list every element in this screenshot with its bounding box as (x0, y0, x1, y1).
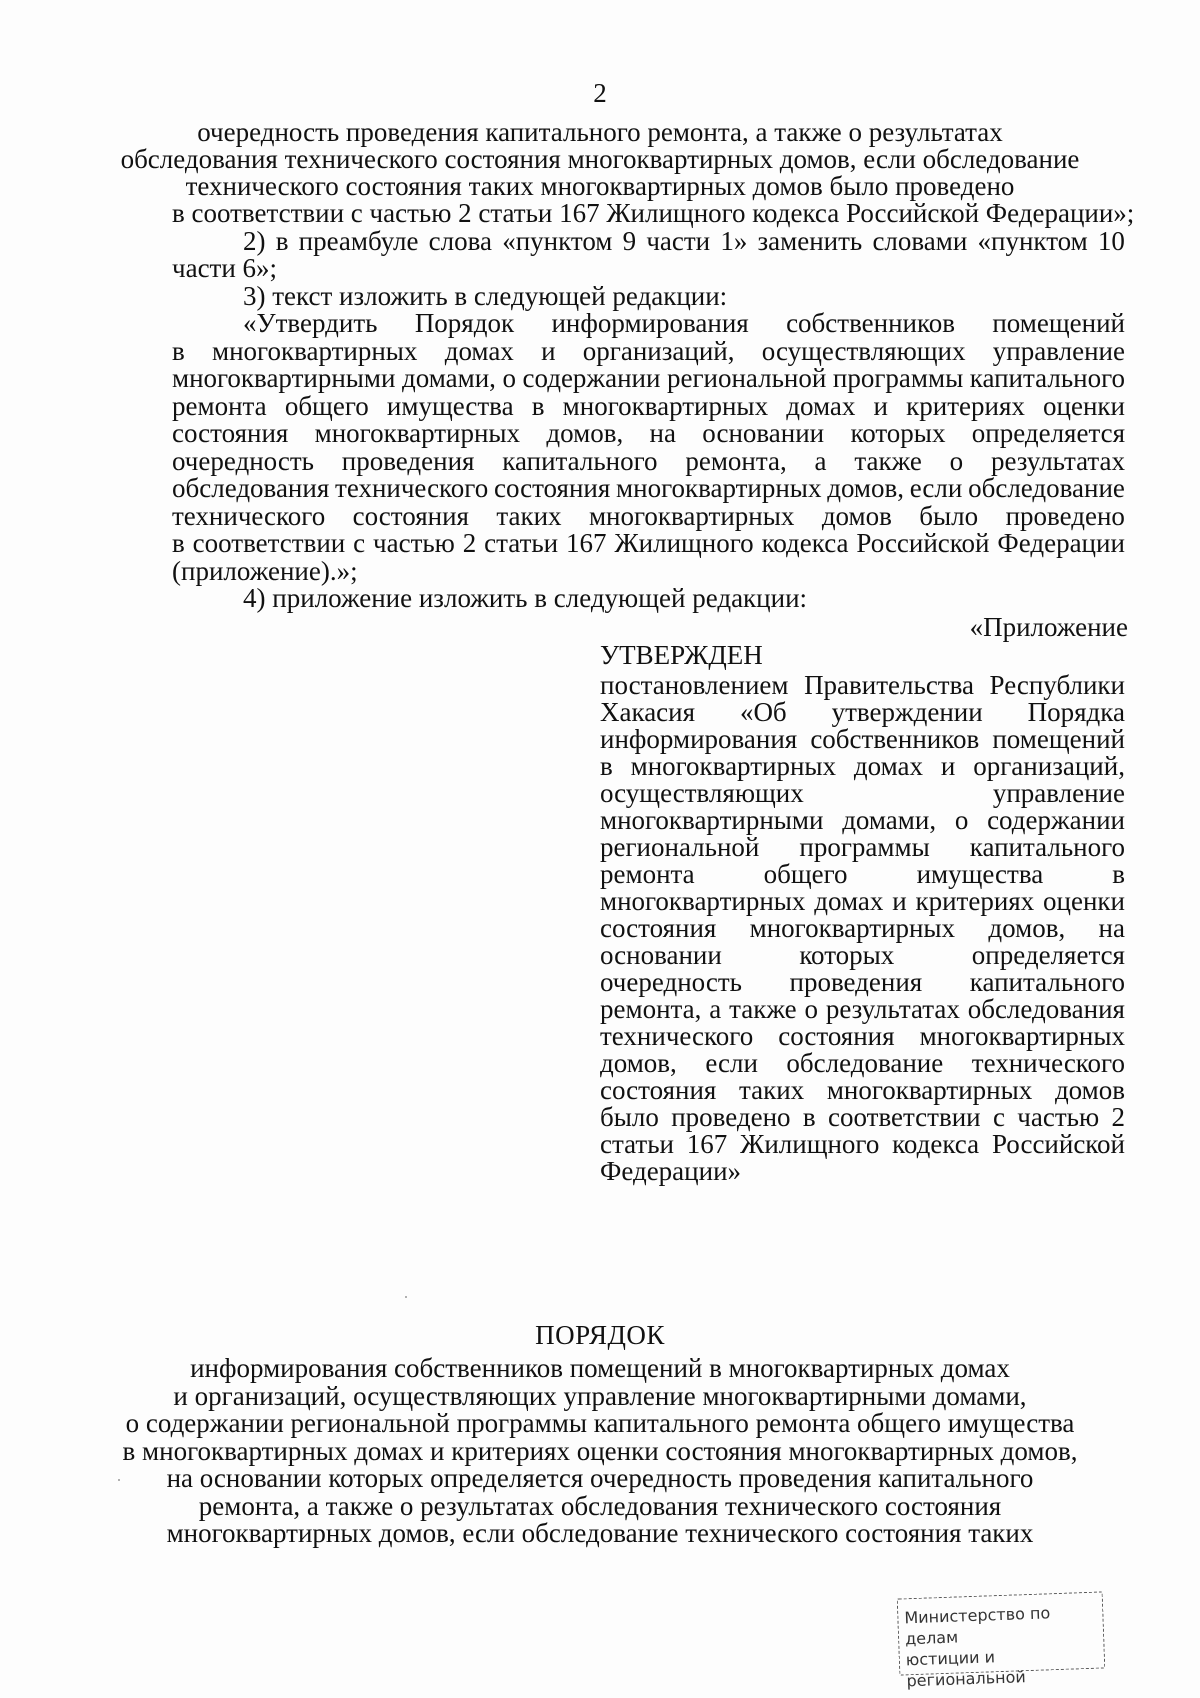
word: обследование (968, 473, 1125, 503)
word: заменить (757, 226, 863, 256)
word: Российской (991, 1129, 1125, 1159)
word: Хакасия (600, 697, 696, 727)
item3-quote-line (172, 391, 1125, 421)
word: о (502, 363, 516, 393)
word: критериях (915, 886, 1035, 916)
item3-quote-line (172, 418, 1125, 448)
item2-line2: части 6»; (172, 253, 278, 283)
word: содержании (987, 805, 1125, 835)
word: многоквартирных (749, 913, 956, 943)
approval-line (600, 805, 1125, 835)
word: состояния (778, 1021, 895, 1051)
word: домами, (402, 363, 496, 393)
word: и (541, 336, 556, 366)
approval-line (600, 832, 1125, 862)
word: проведения (341, 446, 475, 476)
order-line: и организаций, осуществляющих управление многоквартирными домами, (173, 1381, 1027, 1411)
word: и (873, 391, 888, 421)
word: региональной (666, 363, 827, 393)
word: с (353, 528, 366, 558)
word: ремонта, (685, 446, 787, 476)
word: также (854, 446, 922, 476)
word: «Об (739, 697, 787, 727)
word: оценки (1043, 391, 1125, 421)
word: ремонта (600, 859, 695, 889)
word: в (172, 528, 185, 558)
word: о (804, 994, 818, 1024)
word: организаций, (973, 751, 1125, 781)
word: критериях (906, 391, 1025, 421)
word: помещений (992, 308, 1125, 338)
word: капитального (969, 363, 1125, 393)
word: в (802, 1102, 816, 1132)
order-line: многоквартирных домов, если обследование технического состояния таких (166, 1518, 1034, 1548)
registration-stamp (897, 1591, 1106, 1691)
word: многоквартирных (826, 1075, 1033, 1105)
approval-line (600, 1102, 1125, 1132)
word: обследования (967, 994, 1125, 1024)
word: домах (814, 886, 884, 916)
word: домов, (600, 1048, 677, 1078)
word: Порядок (414, 308, 515, 338)
order-line: ремонта, а также о результатах обследования технического состояния (198, 1491, 1002, 1521)
word: проведения (789, 967, 923, 997)
word: очередность (172, 446, 314, 476)
item3-quote-line (172, 446, 1125, 476)
order-line: о содержании региональной программы капитального ремонта общего имущества (125, 1408, 1075, 1438)
word: определяется (971, 940, 1125, 970)
intro-line: технического состояния таких многоквартирных домов было проведено (185, 171, 1015, 201)
word: Республики (989, 670, 1125, 700)
word: 9 (622, 226, 637, 256)
word: информирования (600, 724, 798, 754)
word: «пунктом (977, 226, 1088, 256)
approval-line (600, 778, 1125, 808)
scan-speck (405, 1296, 407, 1298)
word: многоквартирных (600, 886, 806, 916)
word: домов (821, 501, 892, 531)
word: соответствии (192, 528, 346, 558)
word: технического (335, 473, 489, 503)
item4-line1: 4) приложение изложить в следующей редакции: (243, 583, 808, 613)
word: «пунктом (502, 226, 613, 256)
word: капитального (969, 967, 1125, 997)
approval-line (600, 886, 1125, 916)
order-line: на основании которых определяется очередность проведения капитального (166, 1463, 1034, 1493)
word: было (919, 501, 979, 531)
word: многоквартирными (172, 363, 396, 393)
word: домах (786, 391, 856, 421)
word: домах (444, 336, 514, 366)
approval-line (600, 913, 1125, 943)
approval-line (600, 994, 1125, 1024)
word: таких (496, 501, 562, 531)
word: частью (1017, 1102, 1100, 1132)
word: состояния (600, 913, 717, 943)
word: состояния (352, 501, 469, 531)
word: которых (850, 418, 946, 448)
word: многоквартирных (314, 418, 521, 448)
word: многоквартирных (562, 391, 769, 421)
word: а (709, 994, 722, 1024)
word: 2 (1111, 1102, 1125, 1132)
word: соответствии (828, 1102, 981, 1132)
approval-line (600, 967, 1125, 997)
item2-line1 (243, 226, 1125, 256)
word: технического (600, 1021, 754, 1051)
word: если (705, 1048, 758, 1078)
word: в (600, 751, 613, 781)
order-line: в многоквартирных домах и критериях оценки состояния многоквартирных домов, (122, 1436, 1078, 1466)
word: основании (702, 418, 825, 448)
word: осуществляющих (600, 778, 804, 808)
intro-line: в соответствии с частью 2 статьи 167 Жилищного кодекса Российской Федерации»; (172, 198, 1135, 228)
word: в (531, 391, 545, 421)
word: информирования (551, 308, 749, 338)
word: домов, (988, 913, 1066, 943)
word: собственников (786, 308, 955, 338)
item3-quote-line (172, 528, 1125, 558)
word: имущества (386, 391, 514, 421)
order-line: информирования собственников помещений в многоквартирных домах (190, 1353, 1010, 1383)
word: на (649, 418, 676, 448)
word: собственников (810, 724, 980, 754)
page-number: 2 (593, 78, 607, 108)
word: части (646, 226, 711, 256)
word: оценки (1043, 886, 1125, 916)
word: управление (992, 778, 1125, 808)
intro-line: очередность проведения капитального ремонта, а также о результатах (197, 117, 1003, 147)
word: Порядка (1027, 697, 1125, 727)
intro-line: обследования технического состояния многоквартирных домов, если обследование (120, 144, 1080, 174)
stamp-line-1: Министерство по делам (904, 1603, 1051, 1649)
word: 10 (1097, 226, 1125, 256)
word: имущества (916, 859, 1044, 889)
word: состояния (600, 1075, 717, 1105)
item3-quote-line (172, 473, 1125, 503)
word: «Утвердить (243, 308, 378, 338)
approval-line: Федерации» (600, 1156, 742, 1186)
word: о (949, 446, 964, 476)
approval-line (600, 940, 1125, 970)
word: ремонта (172, 391, 267, 421)
word: Российской (856, 528, 990, 558)
word: общего (763, 859, 848, 889)
word: многоквартирных (212, 336, 418, 366)
word: кодекса (761, 528, 849, 558)
word: многоквартирными (600, 805, 824, 835)
word: в (172, 336, 185, 366)
word: если (909, 473, 963, 503)
approval-line (600, 1129, 1125, 1159)
item3-quote-line (243, 308, 1125, 338)
word: частью (373, 528, 455, 558)
word: домов, (827, 473, 905, 503)
word: технического (971, 1048, 1125, 1078)
order-title: ПОРЯДОК (535, 1320, 665, 1350)
item3-line1: 3) текст изложить в следующей редакции: (243, 281, 728, 311)
word: Федерации (997, 528, 1125, 558)
item3-quote-line (172, 501, 1125, 531)
word: домов (1054, 1075, 1125, 1105)
word: постановлением (600, 670, 789, 700)
word: в (1112, 859, 1125, 889)
approval-line (600, 1075, 1125, 1105)
word: состояния (172, 418, 289, 448)
word: состояния (493, 473, 611, 503)
approval-line (600, 697, 1125, 727)
word: словами (872, 226, 968, 256)
word: многоквартирных (616, 473, 822, 503)
word: которых (799, 940, 895, 970)
word: Жилищного (740, 1129, 880, 1159)
word: слова (428, 226, 493, 256)
word: многоквартирных (588, 501, 795, 531)
item3-quote-line (172, 363, 1125, 393)
word: преамбуле (298, 226, 419, 256)
word: капитального (502, 446, 658, 476)
word: региональной (600, 832, 760, 862)
word: управление (992, 336, 1125, 366)
scan-speck (118, 1479, 120, 1481)
word: 2) (243, 226, 266, 256)
word: в (275, 226, 289, 256)
word: многоквартирных (630, 751, 837, 781)
word: Жилищного (614, 528, 754, 558)
word: проведено (671, 1102, 791, 1132)
word: также (729, 994, 797, 1024)
word: содержании (522, 363, 661, 393)
approval-line (600, 751, 1125, 781)
word: на (1098, 913, 1125, 943)
item3-quote-line: (приложение).»; (172, 556, 358, 586)
word: домами, (842, 805, 937, 835)
word: результатах (825, 994, 960, 1024)
item3-quote-line (172, 336, 1125, 366)
word: 167 (566, 528, 607, 558)
word: статьи (600, 1129, 674, 1159)
word: Правительства (804, 670, 974, 700)
word: проведено (1005, 501, 1125, 531)
word: 2 (462, 528, 477, 558)
word: кодекса (892, 1129, 980, 1159)
word: было (600, 1102, 659, 1132)
word: и (892, 886, 907, 916)
word: а (814, 446, 827, 476)
word: определяется (971, 418, 1125, 448)
word: домов, (546, 418, 624, 448)
word: таких (738, 1075, 805, 1105)
word: осуществляющих (761, 336, 966, 366)
approval-heading: УТВЕРЖДЕН (600, 640, 763, 670)
word: помещений (992, 724, 1125, 754)
word: общего (284, 391, 369, 421)
word: программы (799, 832, 930, 862)
approval-line (600, 1048, 1125, 1078)
approval-line (600, 859, 1125, 889)
word: обследования (172, 473, 330, 503)
word: очередность (600, 967, 742, 997)
stamp-line-2: юстиции и региональной (905, 1647, 1027, 1691)
word: о (954, 805, 969, 835)
word: технического (172, 501, 326, 531)
word: с (992, 1102, 1005, 1132)
word: ремонта, (600, 994, 702, 1024)
word: программы (832, 363, 964, 393)
appendix-label: «Приложение (969, 612, 1128, 642)
word: 1» (720, 226, 748, 256)
word: обследование (786, 1048, 944, 1078)
word: статьи (484, 528, 559, 558)
word: 167 (686, 1129, 728, 1159)
approval-line (600, 724, 1125, 754)
word: капитального (969, 832, 1125, 862)
word: утверждении (831, 697, 983, 727)
approval-line (600, 670, 1125, 700)
word: организаций, (582, 336, 735, 366)
word: домах (853, 751, 924, 781)
word: результатах (990, 446, 1125, 476)
word: основании (600, 940, 722, 970)
word: и (940, 751, 956, 781)
word: многоквартирных (919, 1021, 1125, 1051)
approval-line (600, 1021, 1125, 1051)
